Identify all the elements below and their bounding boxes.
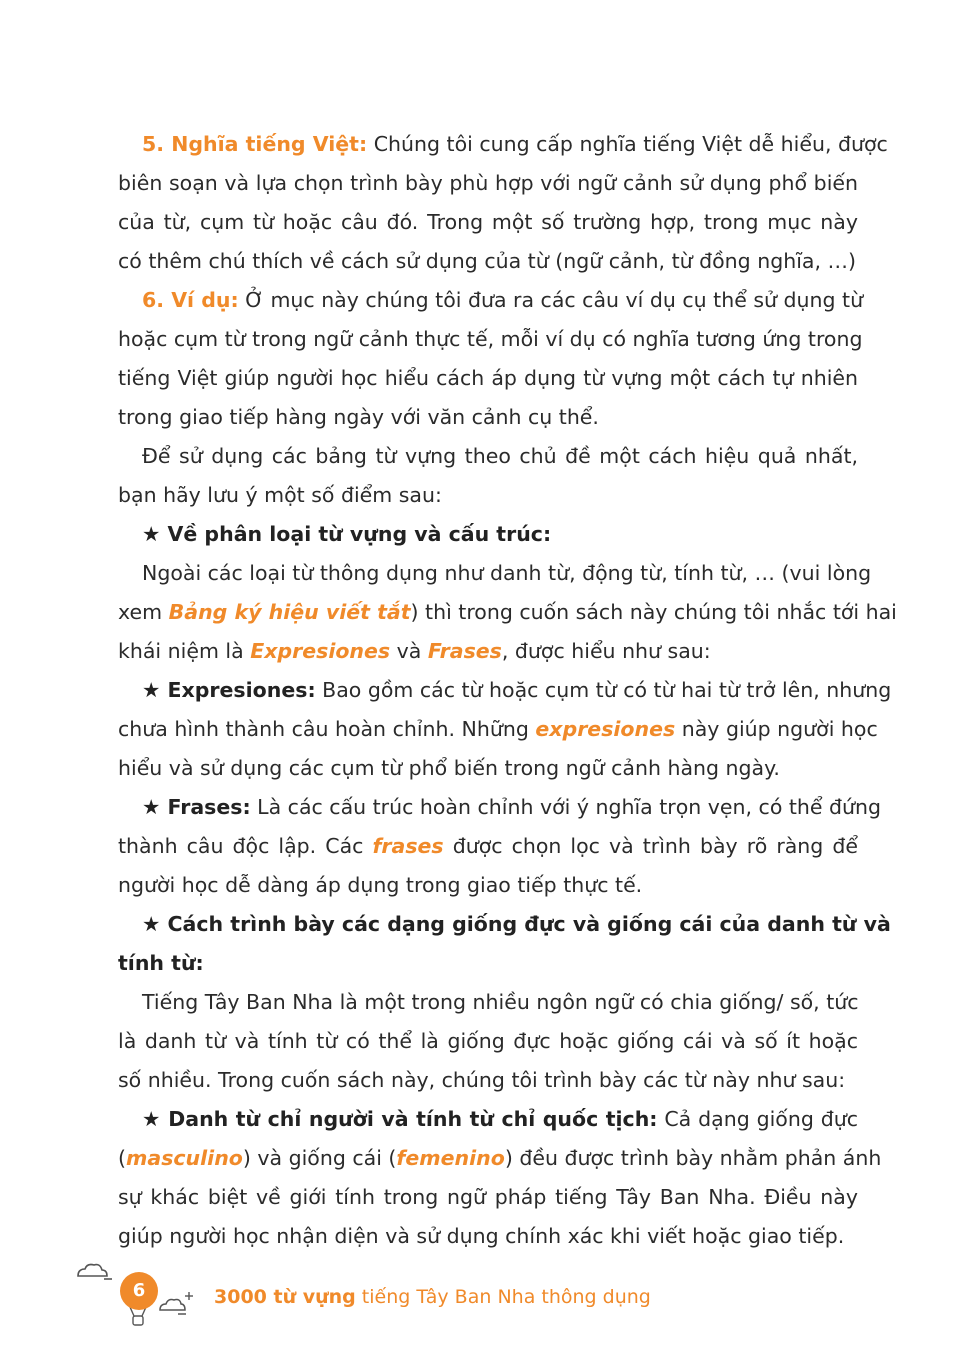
text-segment: biên soạn và lựa chọn trình bày phù hợp với ngữ cảnh sử dụng phổ biến: [118, 171, 858, 195]
text-line: [118, 242, 858, 281]
text-segment: người học dễ dàng áp dụng trong giao tiếp thực tế.: [118, 873, 643, 897]
text-line: [118, 983, 858, 1022]
text-line: [118, 203, 858, 242]
text-segment: được chọn lọc và trình bày rõ ràng để: [443, 834, 858, 858]
text-line: [118, 359, 858, 398]
highlight-text: 6. Ví dụ:: [142, 288, 239, 312]
text-line: [118, 281, 864, 320]
text-segment: và: [390, 639, 428, 663]
text-segment: Chúng tôi cung cấp nghĩa tiếng Việt dễ hiểu, được: [367, 132, 888, 156]
text-line: [118, 1061, 858, 1100]
text-segment: (: [118, 1146, 126, 1170]
text-line: [118, 944, 858, 983]
text-line: [118, 437, 858, 476]
text-segment: Bao gồm các từ hoặc cụm từ có từ hai từ trở lên, nhưng: [315, 678, 892, 702]
text-segment: thành câu độc lập. Các: [118, 834, 373, 858]
text-line: [118, 554, 872, 593]
highlight-text: expresiones: [535, 717, 676, 741]
text-segment: là danh từ và tính từ có thể là giống đực hoặc giống cái và số ít hoặc: [118, 1029, 858, 1053]
highlight-text: frases: [372, 834, 444, 858]
text-segment: số nhiều. Trong cuốn sách này, chúng tôi trình bày các từ này như sau:: [118, 1068, 846, 1092]
text-line: [118, 1100, 858, 1139]
text-line: [118, 827, 858, 866]
highlight-text: ★ Cách trình bày các dạng giống đực và giống cái của danh từ và: [142, 912, 891, 936]
text-segment: Ở mục này chúng tôi đưa ra các câu ví dụ cụ thể sử dụng từ: [238, 288, 864, 312]
highlight-text: Expresiones: [250, 639, 391, 663]
text-line: [118, 905, 891, 944]
text-segment: ) và giống cái (: [242, 1146, 397, 1170]
highlight-text: ★ Danh từ chỉ người và tính từ chỉ quốc tịch:: [142, 1107, 658, 1131]
text-segment: xem: [118, 600, 169, 624]
highlight-text: ★ Expresiones:: [142, 678, 316, 702]
highlight-text: femenino: [396, 1146, 505, 1170]
text-segment: Ngoài các loại từ thông dụng như danh từ, động từ, tính từ, … (vui lòng: [142, 561, 872, 585]
text-line: [118, 320, 863, 359]
text-segment: Là các cấu trúc hoàn chỉnh với ý nghĩa trọn vẹn, có thể đứng: [250, 795, 882, 819]
text-segment: có thêm chú thích về cách sử dụng của từ (ngữ cảnh, từ đồng nghĩa, …): [118, 249, 856, 273]
text-line: [118, 593, 897, 632]
text-segment: Cả dạng giống đực: [657, 1107, 858, 1131]
text-segment: khái niệm là: [118, 639, 251, 663]
text-segment: giúp người học nhận diện và sử dụng chính xác khi viết hoặc giao tiếp.: [118, 1224, 845, 1248]
text-line: [118, 710, 878, 749]
text-segment: này giúp người học: [675, 717, 878, 741]
text-segment: ) đều được trình bày nhằm phản ánh: [504, 1146, 882, 1170]
book-title-rest: tiếng Tây Ban Nha thông dụng: [355, 1286, 651, 1308]
text-segment: chưa hình thành câu hoàn chỉnh. Những: [118, 717, 536, 741]
text-segment: Tiếng Tây Ban Nha là một trong nhiều ngôn ngữ có chia giống/ số, tức: [142, 990, 859, 1014]
text-segment: của từ, cụm từ hoặc câu đó. Trong một số trường hợp, trong mục này: [118, 210, 858, 234]
page-body: [118, 125, 897, 1256]
text-line: [118, 866, 858, 905]
text-line: [118, 632, 858, 671]
highlight-text: Bảng ký hiệu viết tắt: [168, 600, 411, 624]
highlight-text: ★ Frases:: [142, 795, 251, 819]
highlight-text: tính từ:: [118, 951, 204, 975]
highlight-text: 5. Nghĩa tiếng Việt:: [142, 132, 368, 156]
text-line: [118, 1217, 858, 1256]
text-line: [118, 1022, 858, 1061]
page-number: 6: [120, 1272, 158, 1310]
text-segment: , được hiểu như sau:: [501, 639, 711, 663]
text-segment: trong giao tiếp hàng ngày với văn cảnh cụ thể.: [118, 405, 599, 429]
text-line: [118, 1178, 858, 1217]
book-title-bold: 3000 từ vựng: [214, 1286, 356, 1308]
text-line: [118, 749, 858, 788]
text-segment: bạn hãy lưu ý một số điểm sau:: [118, 483, 442, 507]
text-line: [118, 1139, 882, 1178]
text-segment: ) thì trong cuốn sách này chúng tôi nhắc tới hai: [410, 600, 897, 624]
highlight-text: Frases: [427, 639, 502, 663]
highlight-text: masculino: [126, 1146, 243, 1170]
text-segment: Để sử dụng các bảng từ vựng theo chủ đề một cách hiệu quả nhất,: [142, 444, 858, 468]
text-segment: sự khác biệt về giới tính trong ngữ pháp tiếng Tây Ban Nha. Điều này: [118, 1185, 858, 1209]
text-line: [118, 515, 858, 554]
text-segment: tiếng Việt giúp người học hiểu cách áp dụng từ vựng một cách tự nhiên: [118, 366, 858, 390]
text-line: [118, 671, 892, 710]
text-segment: hoặc cụm từ trong ngữ cảnh thực tế, mỗi ví dụ có nghĩa tương ứng trong: [118, 327, 863, 351]
highlight-text: ★ Về phân loại từ vựng và cấu trúc:: [142, 522, 552, 546]
text-segment: hiểu và sử dụng các cụm từ phổ biến trong ngữ cảnh hàng ngày.: [118, 756, 780, 780]
text-line: [118, 398, 858, 437]
text-line: [118, 476, 858, 515]
text-line: [118, 164, 858, 203]
text-line: [118, 125, 888, 164]
book-title: [214, 1286, 651, 1308]
text-line: [118, 788, 882, 827]
